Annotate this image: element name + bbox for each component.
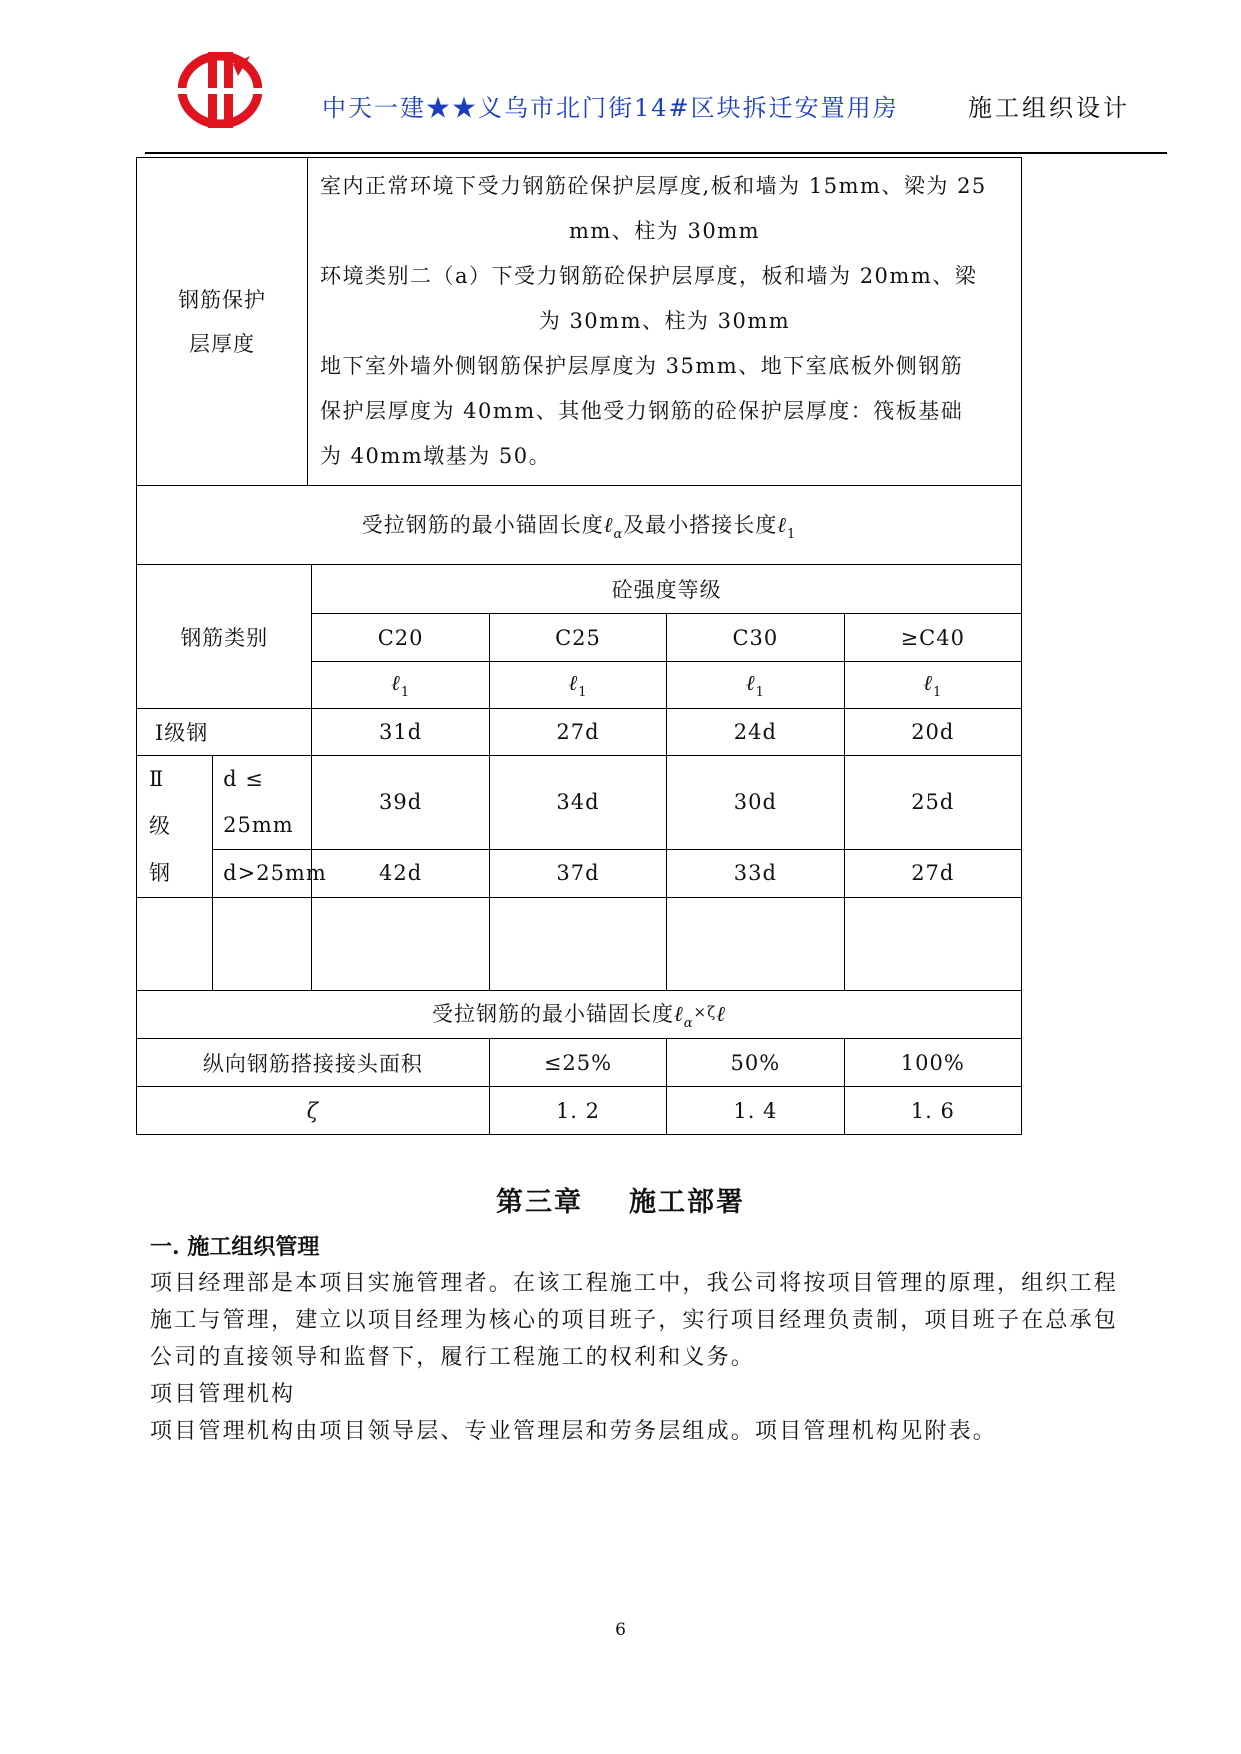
anchor-length-table — [136, 485, 1022, 1135]
grade-c20: C20 — [312, 614, 489, 662]
row-grade2-sub2-label: d>25mm — [213, 849, 312, 897]
row-grade2-sub1-label: d ≤ 25mm — [213, 756, 312, 850]
chapter-name: 施工部署 — [629, 1187, 745, 1218]
empty-cell — [312, 898, 489, 991]
row-grade1-label: Ⅰ级钢 — [137, 709, 312, 756]
lap-symbol: ℓ$_1$ — [312, 662, 489, 709]
grade-header: 砼强度等级 — [312, 565, 1022, 614]
paragraph: 项目管理机构 — [150, 1382, 296, 1407]
table-cell: 30d — [667, 756, 844, 850]
table-cell: 1. 6 — [844, 1087, 1021, 1135]
cover-line: 为 40mm墩基为 50。 — [320, 444, 552, 468]
chapter-heading — [0, 1180, 1241, 1219]
table-cell: 20d — [844, 709, 1021, 756]
paragraph: 项目经理部是本项目实施管理者。在该工程施工中，我公司将按项目管理的原理，组织工程施工与管理，建立以项目经理为核心的项目班子，实行项目经理负责制，项目班子在总承包公司的直接领导和监督下，履行工程施工的权利和义务。 — [150, 1271, 1119, 1370]
cover-line: 地下室外墙外侧钢筋保护层厚度为 35mm、地下室底板外侧钢筋 — [320, 354, 964, 378]
empty-cell — [213, 898, 312, 991]
chapter-number: 第三章 — [496, 1187, 583, 1218]
zeta-label: ζ — [137, 1087, 490, 1135]
table-cell: 1. 2 — [489, 1087, 666, 1135]
page-number: 6 — [615, 1620, 626, 1640]
table-cell: 1. 4 — [667, 1087, 844, 1135]
table-cell: 100% — [844, 1039, 1021, 1087]
lap-area-label: 纵向钢筋搭接接头面积 — [137, 1039, 490, 1087]
cover-thickness-table — [136, 157, 1022, 486]
page-header — [0, 0, 1241, 160]
table-cell: ≤25% — [489, 1039, 666, 1087]
grade-c25: C25 — [489, 614, 666, 662]
paragraph: 项目管理机构由项目领导层、专业管理层和劳务层组成。项目管理机构见附表。 — [150, 1419, 998, 1444]
grade-c30: C30 — [667, 614, 844, 662]
cover-line: mm、柱为 30mm — [568, 219, 761, 243]
cover-line: 为 30mm、柱为 30mm — [538, 309, 791, 333]
cover-label: 钢筋保护层厚度 — [137, 158, 308, 486]
header-rule — [145, 152, 1167, 154]
lap-symbol: ℓ$_1$ — [489, 662, 666, 709]
cover-line: 室内正常环境下受力钢筋砼保护层厚度,板和墙为 15mm、梁为 25 — [320, 174, 987, 198]
header-title: 中天一建★★义乌市北门街14#区块拆迁安置用房 — [322, 94, 899, 122]
cover-line: 环境类别二（a）下受力钢筋砼保护层厚度，板和墙为 20mm、梁 — [320, 264, 978, 288]
cover-body — [308, 158, 1022, 486]
cover-line: 保护层厚度为 40mm、其他受力钢筋的砼保护层厚度：筏板基础 — [320, 399, 964, 423]
empty-cell — [489, 898, 666, 991]
empty-cell — [844, 898, 1021, 991]
grade-c40: ≥C40 — [844, 614, 1021, 662]
table-cell: 31d — [312, 709, 489, 756]
type-header: 钢筋类别 — [137, 565, 312, 709]
table-cell: 39d — [312, 756, 489, 850]
lap-symbol: ℓ$_1$ — [667, 662, 844, 709]
table-cell: 25d — [844, 756, 1021, 850]
company-logo-icon — [178, 52, 262, 128]
table-cell: 34d — [489, 756, 666, 850]
empty-cell — [667, 898, 844, 991]
table-cell: 27d — [844, 849, 1021, 897]
table-cell: 33d — [667, 849, 844, 897]
lap-symbol: ℓ$_1$ — [844, 662, 1021, 709]
empty-cell — [137, 898, 213, 991]
table-cell: 37d — [489, 849, 666, 897]
row-grade2-label: Ⅱ级钢 — [137, 756, 213, 898]
section-heading: 一. 施工组织管理 — [150, 1234, 320, 1260]
table-cell: 42d — [312, 849, 489, 897]
table-cell: 27d — [489, 709, 666, 756]
formula-row: 受拉钢筋的最小锚固长度ℓ$_\alpha$×ζℓ — [137, 991, 1022, 1039]
table-cell: 50% — [667, 1039, 844, 1087]
anchor-table-title: 受拉钢筋的最小锚固长度ℓ$_\alpha$及最小搭接长度ℓ$_1$ — [137, 486, 1022, 565]
table-cell: 24d — [667, 709, 844, 756]
header-doc-type: 施工组织设计 — [968, 94, 1130, 122]
